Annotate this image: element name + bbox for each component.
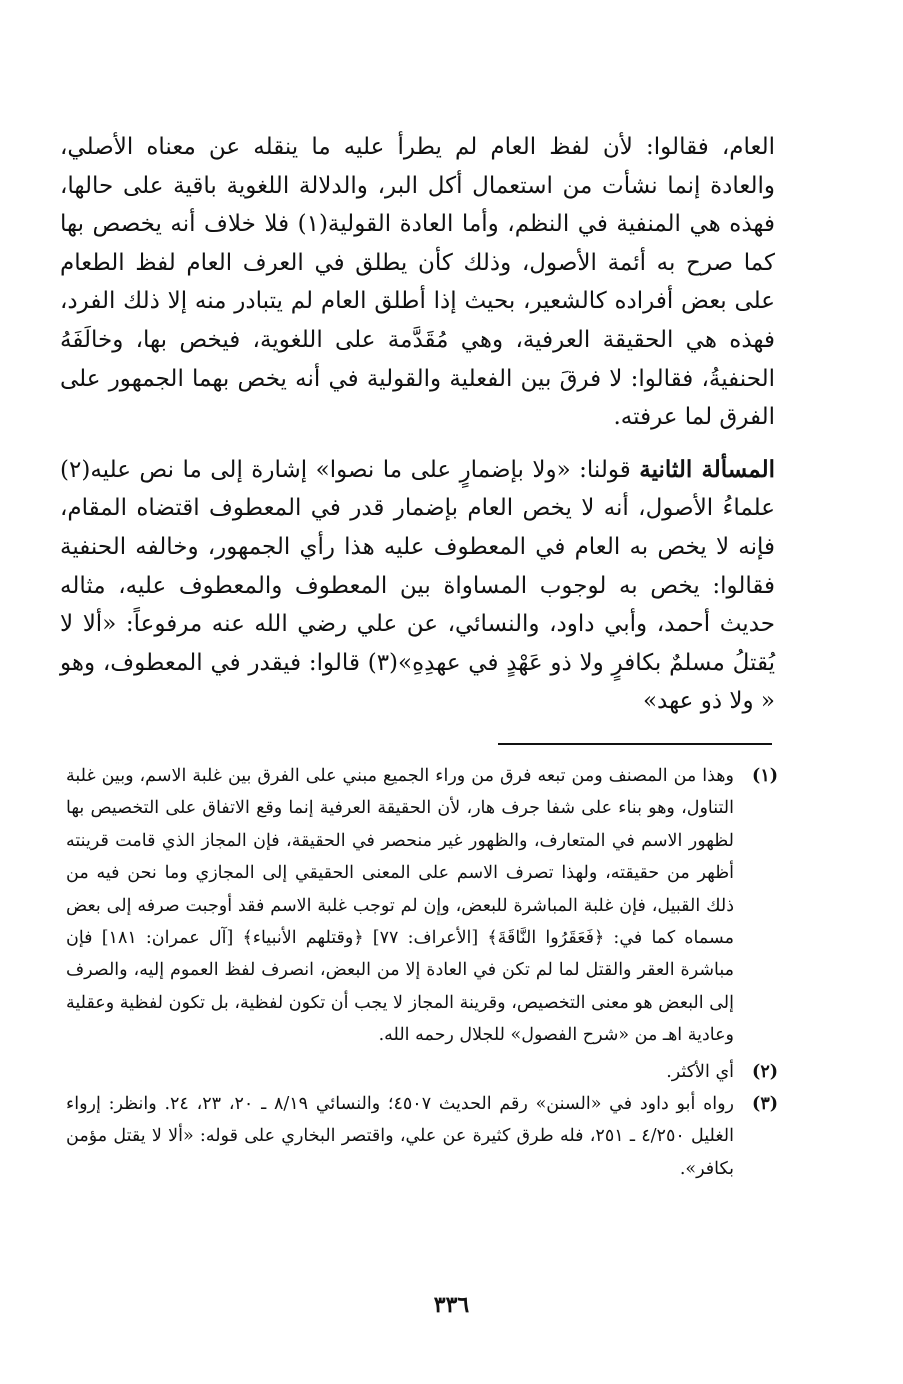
footnote-text: أي الأكثر. [666, 1061, 734, 1082]
paragraph-2 [60, 451, 775, 721]
footnote-text: رواه أبو داود في «السنن» رقم الحديث ٤٥٠٧؛ والنسائي ٨/١٩ ـ ٢٠، ٢٣، ٢٤. وانظر: إرواء الغليل ٤/٢٥٠ ـ ٢٥١، فله طرق كثيرة عن علي، واقتصر البخاري على قوله: «ألا لا يقتل مؤمن بكافر». [66, 1094, 735, 1179]
footnote-3 [66, 1088, 778, 1185]
footnote-2 [66, 1056, 778, 1088]
footnote-divider [498, 743, 772, 745]
paragraph-2-body: قولنا: «ولا بإضمارٍ على ما نصوا» إشارة إلى ما نص عليه(٢) علماءُ الأصول، أنه لا يخص العام بإضمار قدر في المعطوف اقتضاه المقام، فإنه لا يخص به العام في المعطوف عليه هذا رأي الجمهور، وخالفه الحنفية فقالوا: يخص به لوجوب المساواة بين المعطوف والمعطوف عليه، مثاله حديث أحمد، وأبي داود، والنسائي، عن علي رضي الله عنه مرفوعاً: «ألا لا يُقتلُ مسلمٌ بكافرٍ ولا ذو عَهْدٍ في عهدِهِ»(٣) قالوا: فيقدر في المعطوف، وهو « ولا ذو عهد» [60, 456, 775, 715]
section-heading: المسألة الثانية [639, 455, 776, 483]
main-text [60, 128, 775, 721]
footnote-1 [66, 760, 778, 1052]
footnote-number: (٣) [752, 1094, 778, 1115]
footnote-number: (٢) [752, 1061, 778, 1082]
footnote-number: (١) [752, 766, 778, 786]
footnote-text: وهذا من المصنف ومن تبعه فرق من وراء الجميع مبني على الفرق بين غلبة الاسم، وبين غلبة التناول، وهو بناء على شفا جرف هار، لأن الحقيقة العرفية إنما وقع الاتفاق على التخصيص بها لظهور الاسم في المتعارف، والظهور غير منحصر في الحقيقة، فإن المجاز الذي قامت قرينته أظهر من حقيقته، ولهذا تصرف الاسم على المعنى الحقيقي إلى المجازي وما نحن فيه من ذلك القبيل، فإن غلبة المباشرة للبعض، وإن لم توجب غلبة الاسم فقد أوجبت صرفه إلى بعض مسماه كما في: ﴿فَعَقَرُوا النَّاقَةَ﴾ [الأعراف: ٧٧] ﴿وقتلهم الأنبياء﴾ [آل عمران: ١٨١] فإن مباشرة العقر والقتل لما لم تكن في العادة إلا من البعض، انصرف لفظ العموم إليه، والصرف إلى البعض هو معنى التخصيص، وقرينة المجاز لا يجب أن تكون لفظية، بل تكون لفظية وعقلية وعادية اهـ من «شرح الفصول» للجلال رحمه الله. [66, 766, 734, 1046]
footnotes [66, 760, 778, 1185]
paragraph-1: العام، فقالوا: لأن لفظ العام لم يطرأ عليه ما ينقله عن معناه الأصلي، والعادة إنما نشأت من استعمال أكل البر، والدلالة اللغوية باقية على حالها، فهذه هي المنفية في النظم، وأما العادة القولية(١) فلا خلاف أنه يخصص بها كما صرح به أئمة الأصول، وذلك كأن يطلق في العرف العام لفظ الطعام على بعض أفراده كالشعير، بحيث إذا أطلق العام لم يتبادر منه إلا ذلك الفرد، فهذه هي الحقيقة العرفية، وهي مُقَدَّمة على اللغوية، فيخص بها، وخالَفَهُ الحنفيةُ، فقالوا: لا فرقَ بين الفعلية والقولية في أنه يخص بهما الجمهور على الفرق لما عرفته. [60, 134, 776, 431]
page-number: ٣٣٦ [433, 1292, 470, 1318]
